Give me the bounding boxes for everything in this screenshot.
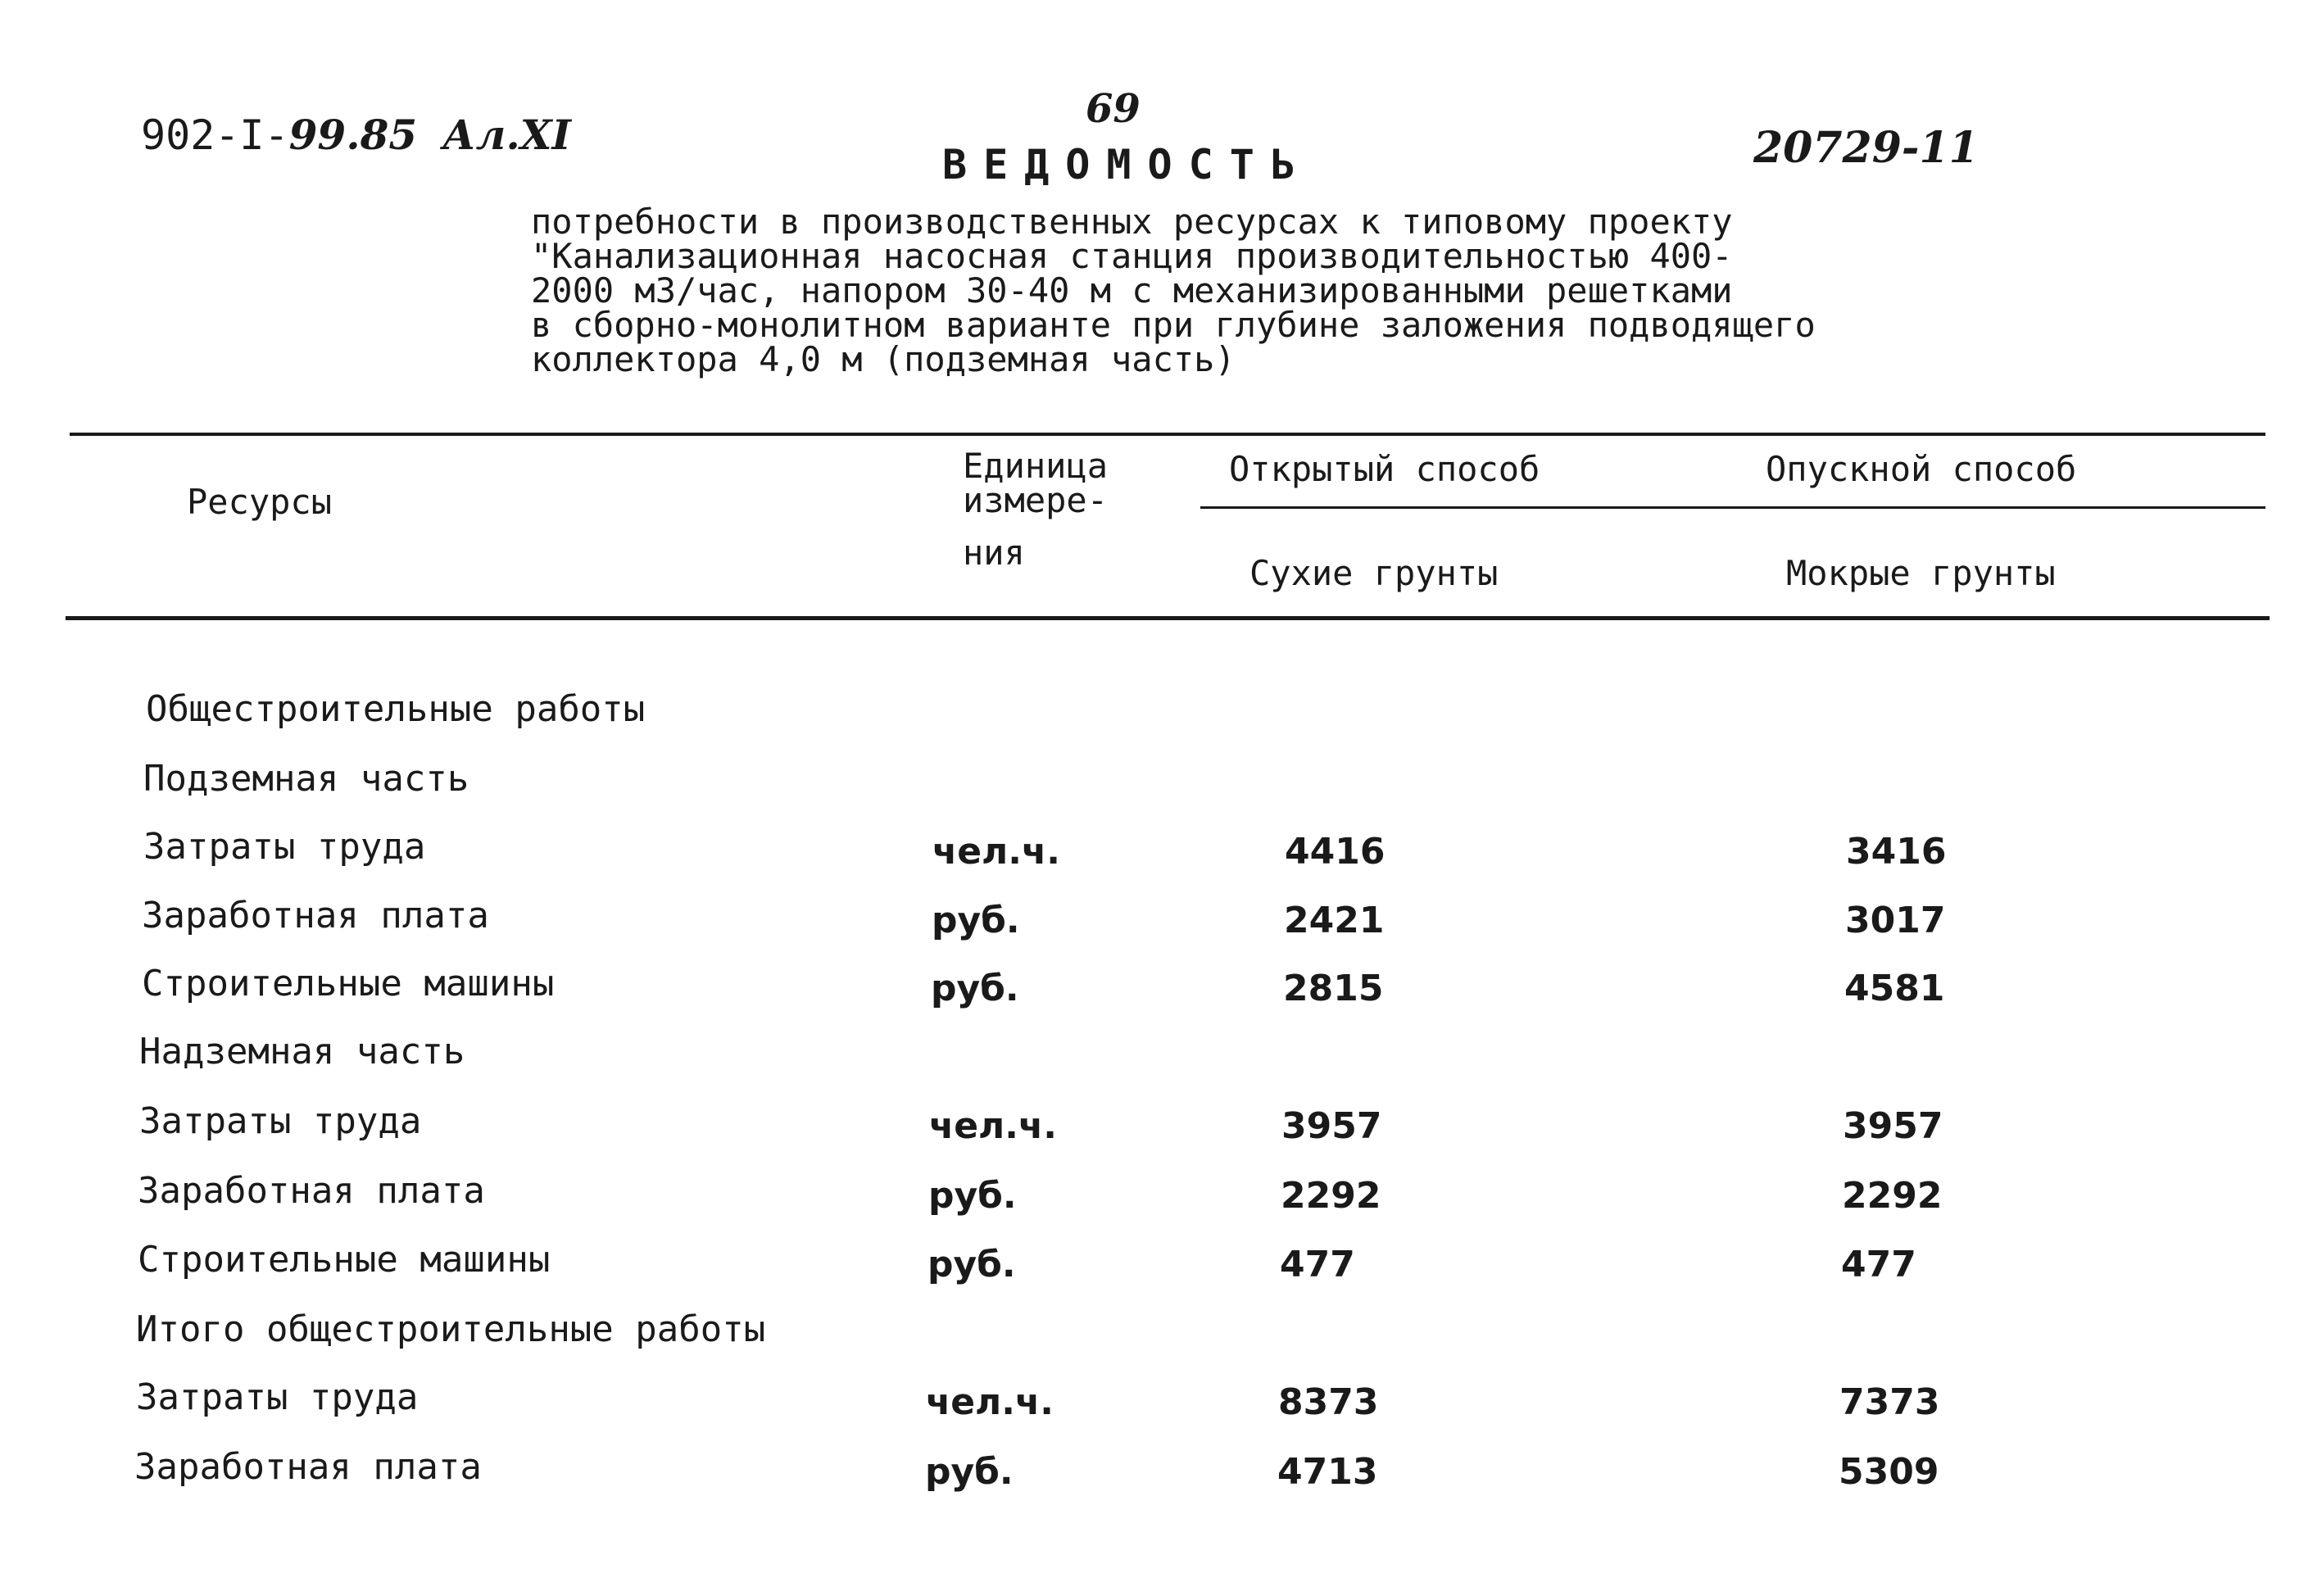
- row-unit: руб.: [928, 1175, 1017, 1217]
- row-sink-value: 4581: [1844, 968, 1945, 1009]
- table-top-rule: [70, 433, 2265, 436]
- project-code-printed: 902-I-: [141, 111, 289, 159]
- album-mark: Ал.XI: [442, 111, 571, 159]
- row-label: Надземная часть: [139, 1031, 465, 1072]
- row-sink-value: 3017: [1845, 900, 1946, 941]
- header-open-method: Открытый способ: [1229, 449, 1540, 489]
- row-label: Затраты труда: [136, 1376, 419, 1418]
- row-unit: руб.: [925, 1451, 1014, 1493]
- row-open-value: 4416: [1285, 831, 1385, 873]
- row-sink-value: 3957: [1843, 1105, 1943, 1147]
- row-label: Затраты труда: [139, 1100, 422, 1142]
- row-sink-value: 477: [1841, 1244, 1916, 1285]
- row-unit: чел.ч.: [929, 1105, 1057, 1147]
- header-unit-line: Единица: [963, 446, 1109, 486]
- row-label: Строительные машины: [138, 1239, 551, 1281]
- page-number: 69: [1086, 86, 1141, 132]
- header-wet-soil: Мокрые грунты: [1786, 553, 2056, 593]
- row-unit: руб.: [932, 900, 1020, 941]
- row-unit: чел.ч.: [926, 1381, 1054, 1423]
- row-label: Итого общестроительные работы: [136, 1308, 766, 1350]
- row-sink-value: 3416: [1846, 831, 1947, 873]
- row-label: Общестроительные работы: [146, 688, 646, 730]
- table-header-bottom-rule: [66, 616, 2270, 620]
- row-open-value: 2421: [1284, 900, 1385, 941]
- row-open-value: 2815: [1283, 968, 1384, 1009]
- row-open-value: 4713: [1277, 1451, 1378, 1493]
- subtitle-line: коллектора 4,0 м (подземная часть): [531, 339, 1236, 379]
- row-label: Строительные машины: [142, 963, 555, 1004]
- document-title: ВЕДОМОСТЬ: [942, 141, 1312, 188]
- row-label: Заработная плата: [138, 1170, 485, 1212]
- project-code-handwritten: 99.85: [288, 111, 418, 159]
- subtitle-line: в сборно-монолитном варианте при глубине заложения подводящего: [531, 305, 1816, 345]
- header-resources: Ресурсы: [187, 482, 333, 522]
- row-label: Затраты труда: [143, 826, 426, 868]
- header-sink-method: Опускной способ: [1766, 449, 2077, 489]
- row-unit: руб.: [931, 968, 1019, 1009]
- row-open-value: 3957: [1281, 1105, 1382, 1147]
- row-sink-value: 7373: [1839, 1381, 1940, 1423]
- header-unit: [963, 446, 1109, 573]
- row-sink-value: 2292: [1842, 1175, 1943, 1217]
- document-subtitle: [531, 202, 1924, 379]
- header-unit-line: ния: [963, 533, 1025, 573]
- row-open-value: 2292: [1281, 1175, 1381, 1217]
- row-label: Заработная плата: [134, 1446, 482, 1488]
- subtitle-line: 2000 м3/час, напором 30-40 м с механизированными решетками: [531, 270, 1733, 311]
- row-sink-value: 5309: [1839, 1451, 1939, 1493]
- subtitle-line: потребности в производственных ресурсах к типовому проекту: [531, 202, 1733, 242]
- header-unit-line: измере-: [963, 480, 1109, 520]
- row-unit: руб.: [927, 1244, 1016, 1285]
- row-label: Заработная плата: [142, 895, 489, 936]
- row-open-value: 477: [1280, 1244, 1355, 1285]
- header-dry-soil: Сухие грунты: [1249, 553, 1499, 593]
- project-code: [141, 111, 417, 159]
- method-divider-rule: [1200, 506, 2265, 509]
- archive-number: 20729-11: [1753, 123, 1979, 173]
- row-open-value: 8373: [1278, 1381, 1379, 1423]
- subtitle-line: "Канализационная насосная станция производительностью 400-: [531, 236, 1733, 276]
- row-label: Подземная часть: [143, 758, 469, 800]
- row-unit: чел.ч.: [932, 831, 1060, 873]
